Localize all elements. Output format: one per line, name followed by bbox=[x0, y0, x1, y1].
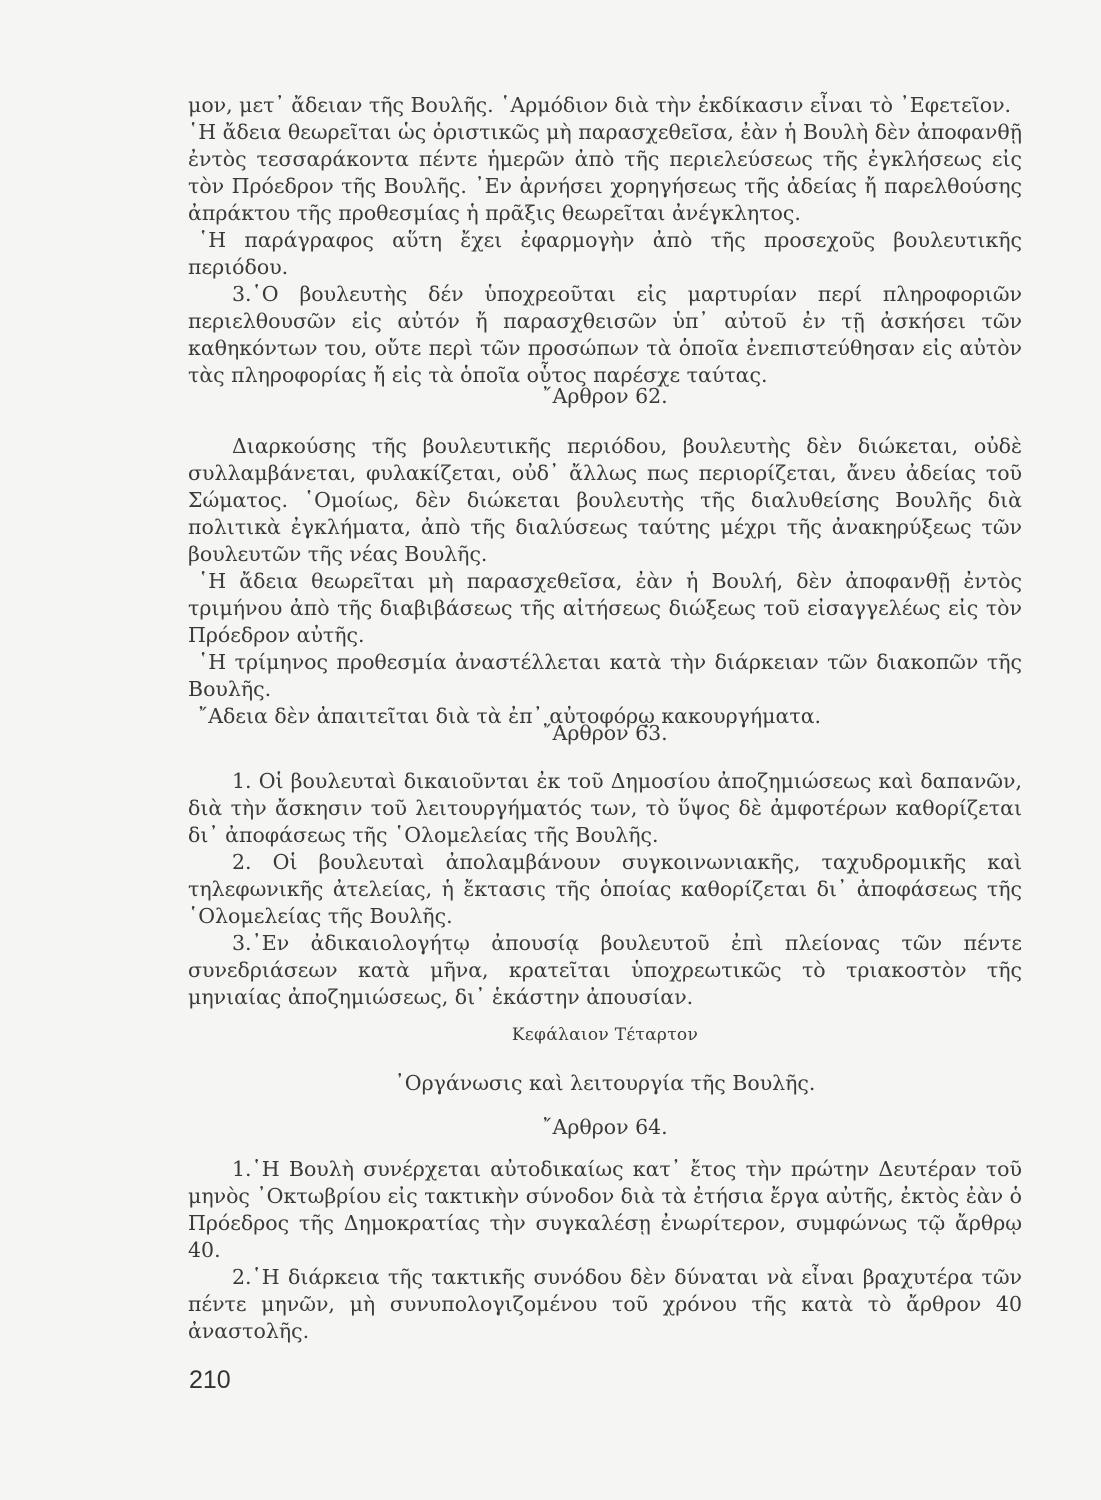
paragraph-consent: ῾Η ἄδεια θεωρεῖται ὡς ὁριστικῶς μὴ παρασχεθεῖσα, ἐὰν ἡ Βουλὴ δὲν ἀποφανθῇ ἐντὸς τεσσαράκοντα πέντε ἡμερῶν ἀπὸ τῆς περιελεύσεως τῆς ἐγκλήσεως εἰς τὸν Πρόεδρον τῆς Βουλῆς. ᾽Εν ἀρνήσει χορηγήσεως τῆς ἀδείας ἤ παρελθούσης ἀπράκτου τῆς προθεσμίας ἡ πρᾶξις θεωρεῖται ἀνέγκλητος. bbox=[188, 120, 1022, 225]
paragraph-immunity: Διαρκούσης τῆς βουλευτικῆς περιόδου, βουλευτὴς δὲν διώκεται, οὐδὲ συλλαμβάνεται, φυλακίζεται, οὐδ᾽ ἄλλως πως περιορίζεται, ἄνευ ἀδείας τοῦ Σώματος. ῾Ομοίως, δὲν διώκεται βουλευτὴς τῆς διαλυθείσης Βουλῆς διὰ πολιτικὰ ἐγκλήματα, ἀπὸ τῆς διαλύσεως ταύτης μέχρι τῆς ἀνακηρύξεως τῶν βουλευτῶν τῆς νέας Βουλῆς. bbox=[188, 434, 1022, 566]
paragraph-permission-period: ῾Η ἄδεια θεωρεῖται μὴ παρασχεθεῖσα, ἐὰν ἡ Βουλή, δὲν ἀποφανθῇ ἐντὸς τριμήνου ἀπὸ τῆς διαβιβάσεως τῆς αἰτήσεως διώξεως τοῦ εἰσαγγελέως εἰς τὸν Πρόεδρον αὐτῆς. bbox=[188, 569, 1022, 647]
page-number: 210 bbox=[189, 1366, 231, 1394]
paragraph-suspension: ῾Η τρίμηνος προθεσμία ἀναστέλλεται κατὰ τὴν διάρκειαν τῶν διακοπῶν τῆς Βουλῆς. bbox=[188, 650, 1022, 701]
paragraph-testimony: 3.῾Ο βουλευτὴς δέν ὑποχρεοῦται εἰς μαρτυρίαν περί πληροφοριῶν περιελθουσῶν εἰς αὐτόν ἤ παρασχθεισῶν ὑπ᾽ αὐτοῦ ἐν τῇ ἀσκήσει τῶν καθηκόντων του, οὔτε περὶ τῶν προσώπων τὰ ὁποῖα ἐνεπιστεύθησαν εἰς αὐτὸν τὰς πληροφορίας ἤ εἰς τὰ ὁποῖα οὗτος παρέσχε ταύτας. bbox=[188, 282, 1022, 387]
article-62-section bbox=[188, 383, 1022, 730]
article-64-heading: ῎Αρθρον 64. bbox=[542, 1115, 668, 1139]
article-63-heading: ῎Αρθρον 63. bbox=[542, 721, 668, 745]
paragraph-duration: 2.῾Η διάρκεια τῆς τακτικῆς συνόδου δὲν δύναται νὰ εἶναι βραχυτέρα τῶν πέντε μηνῶν, μὴ συνυπολογιζομένου τοῦ χρόνου τῆς κατὰ τὸ ἄρθρον 40 ἀναστολῆς. bbox=[188, 1265, 1022, 1343]
paragraph-compensation: 1. Οἱ βουλευταὶ δικαιοῦνται ἐκ τοῦ Δημοσίου ἀποζημιώσεως καὶ δαπανῶν, διὰ τὴν ἄσκησιν τοῦ λειτουργήματός των, τὸ ὕψος δὲ ἀμφοτέρων καθορίζεται δι᾽ ἀποφάσεως τῆς ῾Ολομελείας τῆς Βουλῆς. bbox=[188, 769, 1022, 847]
article-62-heading: ῎Αρθρον 62. bbox=[542, 384, 668, 408]
paragraph-continuation: μον, μετ᾽ ἄδειαν τῆς Βουλῆς. ῾Αρμόδιον διὰ τὴν ἐκδίκασιν εἶναι τὸ ᾽Εφετεῖον. bbox=[188, 93, 1012, 117]
chapter-title: ᾽Οργάνωσις καὶ λειτουργία τῆς Βουλῆς. bbox=[394, 1071, 816, 1095]
chapter-heading: Κεφάλαιον Τέταρτον bbox=[511, 1025, 699, 1045]
text-block-top bbox=[188, 92, 1022, 389]
paragraph-exemptions: 2. Οἱ βουλευταὶ ἀπολαμβάνουν συγκοινωνιακῆς, ταχυδρομικῆς καὶ τηλεφωνικῆς ἀτελείας, ἡ ἔκτασις τῆς ὁποίας καθορίζεται δι᾽ ἀποφάσεως τῆς ῾Ολομελείας τῆς Βουλῆς. bbox=[188, 850, 1022, 928]
paragraph-session: 1.῾Η Βουλὴ συνέρχεται αὐτοδικαίως κατ᾽ ἔτος τὴν πρώτην Δευτέραν τοῦ μηνὸς ᾽Οκτωβρίου εἰς τακτικὴν σύνοδον διὰ τὰ ἐτήσια ἔργα αὐτῆς, ἐκτὸς ἐὰν ὁ Πρόεδρος τῆς Δημοκρατίας τὴν συγκαλέσῃ ἐνωρίτερον, συμφώνως τῷ ἄρθρῳ 40. bbox=[188, 1157, 1022, 1262]
article-63-section bbox=[188, 720, 1022, 1011]
paragraph-absence: 3.᾽Εν ἀδικαιολογήτῳ ἀπουσίᾳ βουλευτοῦ ἐπὶ πλείονας τῶν πέντε συνεδριάσεων κατὰ μῆνα, κρατεῖται ὑποχρεωτικῶς τὸ τριακοστὸν τῆς μηνιαίας ἀποζημιώσεως, δι᾽ ἑκάστην ἀπουσίαν. bbox=[188, 931, 1022, 1009]
paragraph-flagrante: ῎Αδεια δὲν ἀπαιτεῖται διὰ τὰ ἐπ᾽ αὐτοφόρῳ κακουργήματα. bbox=[198, 704, 822, 728]
chapter-section bbox=[188, 1022, 1022, 1345]
paragraph-applicability: ῾Η παράγραφος αὕτη ἔχει ἐφαρμογὴν ἀπὸ τῆς προσεχοῦς βουλευτικῆς περιόδου. bbox=[188, 228, 1022, 279]
